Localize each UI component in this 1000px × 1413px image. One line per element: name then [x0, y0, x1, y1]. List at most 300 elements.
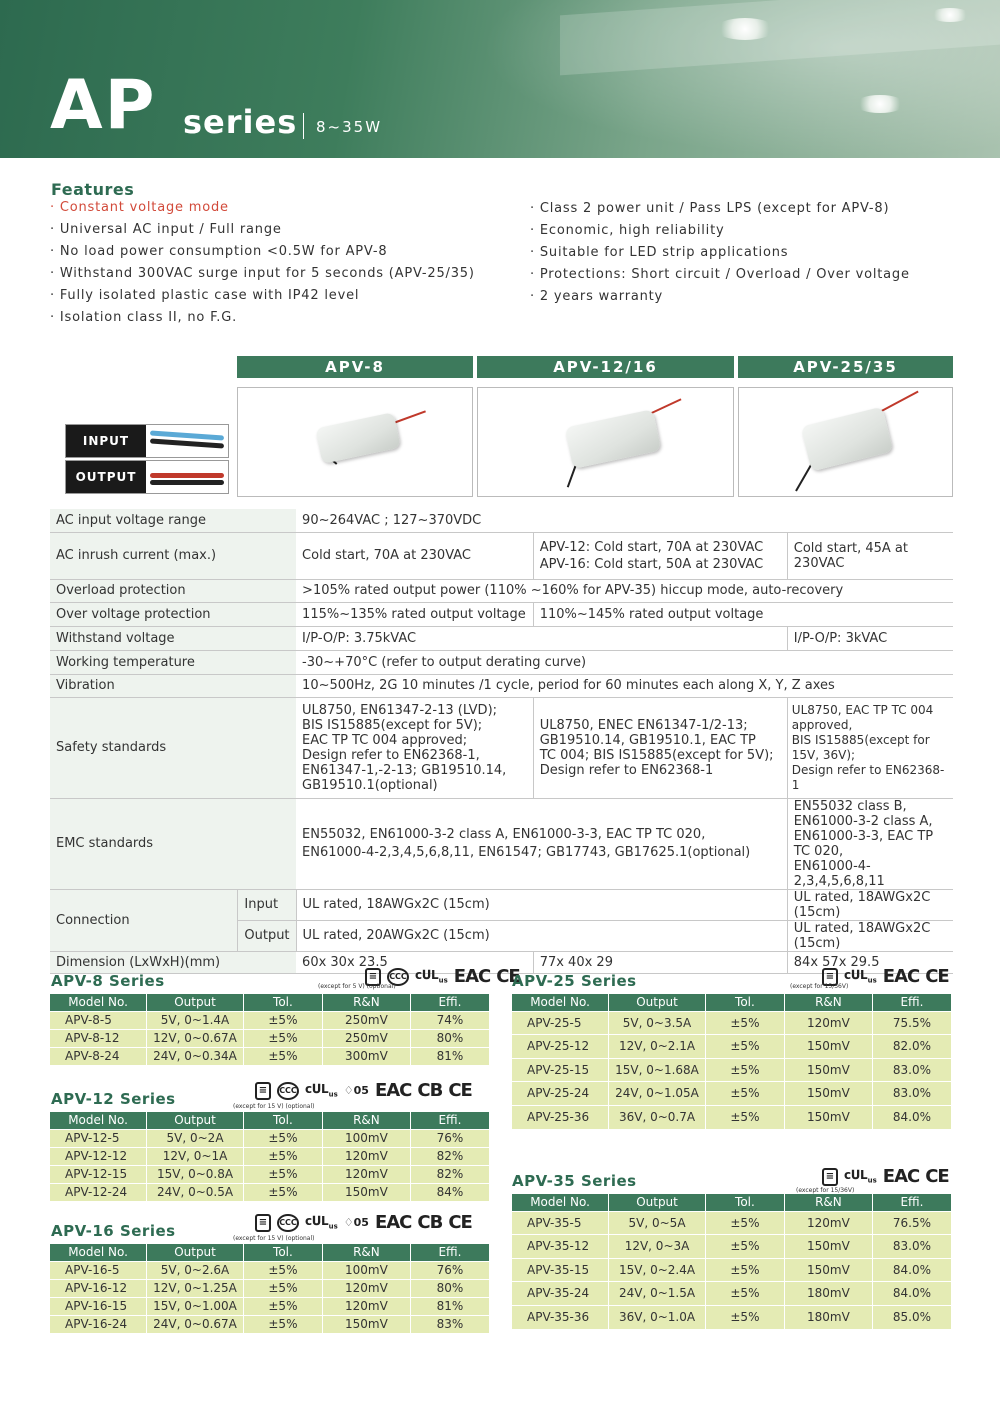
table-cell: APV-16-5 — [50, 1261, 147, 1279]
table-cell: 180mV — [784, 1282, 872, 1306]
table-cell: 5V, 0~2.6A — [147, 1261, 244, 1279]
table-row — [50, 1279, 490, 1297]
column-header: Output — [609, 1194, 706, 1211]
model-table — [50, 1112, 490, 1201]
spec-line: EN61000-4-2,3,4,5,6,8,11 — [793, 858, 885, 889]
table-cell: 76.5% — [872, 1211, 951, 1235]
ul-icon: c𝐔L$_{us}$ — [305, 1082, 338, 1099]
table-cell: APV-25-5 — [512, 1011, 609, 1035]
bis-icon: ≡ — [255, 1214, 271, 1232]
table-row — [512, 1035, 952, 1059]
spec-label: AC input voltage range — [50, 509, 296, 532]
table-cell: 120mV — [784, 1211, 872, 1235]
spec-row — [50, 602, 953, 626]
input-wire-black — [150, 438, 224, 448]
spec-line: EN61000-3-2 class A, — [793, 813, 933, 829]
table-cell: 250mV — [322, 1029, 410, 1047]
table-cell: 100mV — [322, 1261, 410, 1279]
table-cell: 120mV — [322, 1297, 410, 1315]
column-header: Effi. — [872, 1194, 951, 1211]
certification-note: (except for 15/36V) — [796, 1187, 855, 1194]
table-cell: ±5% — [705, 1235, 784, 1259]
series-title: APV-25 Series — [512, 972, 637, 990]
spec-value — [296, 798, 787, 889]
input-wire-legend — [65, 424, 229, 458]
feature-item: · Economic, high reliability — [530, 223, 725, 238]
certification-marks — [255, 1212, 472, 1233]
table-row — [50, 1183, 490, 1201]
spec-line: EAC TP TC 004 approved; — [302, 732, 468, 748]
model-table — [50, 994, 490, 1065]
table-row — [50, 1147, 490, 1165]
table-row — [50, 1297, 490, 1315]
feature-item: · Universal AC input / Full range — [50, 222, 282, 237]
table-cell: ±5% — [243, 1147, 322, 1165]
spec-line: GB19510.14, GB19510.1, EAC TP — [539, 732, 756, 748]
feature-item: · Protections: Short circuit / Overload / Over voltage — [530, 267, 910, 282]
certification-marks — [255, 1080, 472, 1101]
spec-value: UL rated, 20AWGx2C (15cm) — [296, 920, 787, 951]
ce-mark-icon: CE — [925, 966, 949, 987]
spec-sublabel: Output — [238, 920, 296, 951]
spec-line: EN61000-4-2,3,4,5,6,8,11, EN61547; GB17743, GB17625.1(optional) — [302, 845, 751, 860]
spec-value: 110%~145% rated output voltage — [533, 602, 953, 626]
table-cell: 120mV — [322, 1165, 410, 1183]
column-header: Tol. — [243, 994, 322, 1011]
bis-icon: ≡ — [822, 968, 838, 986]
table-cell: 150mV — [784, 1105, 872, 1129]
table-row — [50, 1129, 490, 1147]
spec-value: Cold start, 45A at 230VAC — [787, 532, 953, 579]
bis-icon: ≡ — [822, 1168, 838, 1186]
spec-line: EN61347-1,-2-13; GB19510.14, — [302, 762, 507, 778]
ul-icon: c𝐔L$_{us}$ — [844, 968, 877, 985]
table-cell: 82.0% — [872, 1035, 951, 1059]
table-cell: 15V, 0~1.68A — [609, 1058, 706, 1082]
product-photo-apv12-16 — [477, 387, 734, 497]
column-header: Output — [147, 994, 244, 1011]
power-supply-unit — [315, 412, 401, 464]
table-cell: 150mV — [784, 1258, 872, 1282]
spec-line: Design refer to EN62368-1 — [791, 762, 945, 792]
table-row — [512, 1282, 952, 1306]
ccc-icon: CCC — [277, 1214, 299, 1232]
table-cell: 5V, 0~1.4A — [147, 1011, 244, 1029]
table-cell: 80% — [410, 1029, 489, 1047]
table-cell: 76% — [410, 1129, 489, 1147]
table-cell: ±5% — [705, 1058, 784, 1082]
table-cell: 150mV — [322, 1315, 410, 1333]
cb-mark-icon: CB — [417, 1080, 443, 1101]
table-cell: 24V, 0~1.05A — [609, 1082, 706, 1106]
table-cell: APV-35-5 — [512, 1211, 609, 1235]
column-header: Effi. — [410, 994, 489, 1011]
table-cell: APV-35-36 — [512, 1305, 609, 1329]
series-title: APV-16 Series — [51, 1222, 176, 1240]
table-cell: APV-12-24 — [50, 1183, 147, 1201]
table-cell: APV-8-5 — [50, 1011, 147, 1029]
column-header: Model No. — [512, 994, 609, 1011]
column-header: Effi. — [872, 994, 951, 1011]
table-cell: 12V, 0~0.67A — [147, 1029, 244, 1047]
table-row — [50, 1029, 490, 1047]
table-cell: APV-12-12 — [50, 1147, 147, 1165]
table-cell: ±5% — [705, 1011, 784, 1035]
spec-value: I/P-O/P: 3.75kVAC — [296, 626, 787, 650]
table-cell: 84.0% — [872, 1282, 951, 1306]
table-cell: 76% — [410, 1261, 489, 1279]
model-table-header — [50, 1112, 490, 1129]
table-row — [512, 1305, 952, 1329]
enec-icon: ♢05 — [343, 1084, 369, 1097]
spec-label: Overload protection — [50, 579, 296, 602]
spec-label: AC inrush current (max.) — [50, 532, 296, 579]
spec-row — [50, 509, 953, 532]
ce-mark-icon: CE — [448, 1212, 472, 1233]
table-row — [512, 1258, 952, 1282]
ceiling-lamp — [930, 8, 970, 22]
table-row — [512, 1058, 952, 1082]
certification-note: (except for 15 V) (optional) — [233, 1103, 315, 1110]
table-cell: 36V, 0~0.7A — [609, 1105, 706, 1129]
spec-label: Over voltage protection — [50, 602, 296, 626]
table-cell: 81% — [410, 1297, 489, 1315]
table-cell: 150mV — [322, 1183, 410, 1201]
table-cell: 300mV — [322, 1047, 410, 1065]
spec-line: BIS IS15885(except for 15V, 36V); — [791, 732, 930, 762]
spec-line: Design refer to EN62368-1, — [302, 747, 480, 763]
table-cell: 84% — [410, 1183, 489, 1201]
eac-mark-icon: EAC — [374, 1080, 412, 1101]
spec-row — [50, 697, 953, 798]
header-banner — [0, 0, 1000, 158]
table-cell: 84.0% — [872, 1105, 951, 1129]
ul-icon: c𝐔L$_{us}$ — [305, 1214, 338, 1231]
spec-value: 77x 40x 29 — [533, 951, 787, 973]
table-row — [512, 1211, 952, 1235]
spec-value: UL rated, 18AWGx2C (15cm) — [787, 920, 953, 951]
column-header: R&N — [322, 1244, 410, 1261]
model-table-header — [50, 994, 490, 1011]
spec-value — [296, 697, 533, 798]
column-header: R&N — [784, 1194, 872, 1211]
spec-sublabel: Input — [238, 889, 296, 920]
table-cell: ±5% — [705, 1305, 784, 1329]
table-cell: 84.0% — [872, 1258, 951, 1282]
table-cell: 24V, 0~0.67A — [147, 1315, 244, 1333]
spec-value: -30~+70°C (refer to output derating curve) — [296, 650, 953, 674]
spec-row — [50, 798, 953, 889]
column-header-apv25-35: APV-25/35 — [738, 356, 953, 378]
ce-mark-icon: CE — [448, 1080, 472, 1101]
table-cell: 85.0% — [872, 1305, 951, 1329]
power-range: 8~35W — [316, 118, 383, 136]
table-cell: 83.0% — [872, 1235, 951, 1259]
output-wire-red — [150, 473, 224, 478]
spec-line: BIS IS15885(except for 5V); — [302, 717, 483, 733]
table-row — [50, 1011, 490, 1029]
spec-line: UL8750, EN61347-2-13 (LVD); — [302, 702, 498, 718]
feature-item: · Suitable for LED strip applications — [530, 245, 789, 260]
output-wire-black — [150, 480, 224, 485]
column-header-apv12-16: APV-12/16 — [477, 356, 734, 378]
table-row — [512, 1105, 952, 1129]
spec-value: Cold start, 70A at 230VAC — [296, 532, 533, 579]
series-word: series — [183, 103, 298, 141]
spec-row — [50, 889, 953, 920]
table-cell: APV-25-24 — [512, 1082, 609, 1106]
column-header: Output — [609, 994, 706, 1011]
enec-icon: ♢05 — [343, 1216, 369, 1229]
model-table-header — [512, 1194, 952, 1211]
eac-mark-icon: EAC — [882, 1166, 920, 1187]
table-cell: 5V, 0~5A — [609, 1211, 706, 1235]
ul-icon: c𝐔L$_{us}$ — [415, 968, 448, 985]
table-row — [512, 1082, 952, 1106]
table-cell: 83% — [410, 1315, 489, 1333]
spec-row — [50, 579, 953, 602]
table-cell: ±5% — [705, 1282, 784, 1306]
output-wire-legend — [65, 460, 229, 494]
table-cell: ±5% — [243, 1029, 322, 1047]
model-table — [512, 994, 952, 1129]
spec-label: Dimension (LxWxH)(mm) — [50, 951, 296, 973]
series-title: APV-12 Series — [51, 1090, 176, 1108]
table-cell: 36V, 0~1.0A — [609, 1305, 706, 1329]
table-cell: ±5% — [243, 1261, 322, 1279]
column-header: Output — [147, 1112, 244, 1129]
spec-row — [50, 626, 953, 650]
spec-value: >105% rated output power (110% ~160% for APV-35) hiccup mode, auto-recovery — [296, 579, 953, 602]
spec-label: Vibration — [50, 674, 296, 697]
spec-line: EN55032 class B, — [793, 798, 907, 814]
spec-label: Safety standards — [50, 697, 296, 798]
column-header: Effi. — [410, 1244, 489, 1261]
table-cell: ±5% — [243, 1315, 322, 1333]
ul-icon: c𝐔L$_{us}$ — [844, 1168, 877, 1185]
spec-label: EMC standards — [50, 798, 296, 889]
bis-icon: ≡ — [365, 968, 381, 986]
feature-item: · Withstand 300VAC surge input for 5 seconds (APV-25/35) — [50, 266, 475, 281]
certification-note: (except for 5 V) (optional) — [318, 983, 396, 990]
table-cell: ±5% — [705, 1105, 784, 1129]
table-cell: 24V, 0~1.5A — [609, 1282, 706, 1306]
product-photo-apv25-35 — [738, 387, 953, 497]
spec-value — [533, 697, 787, 798]
column-header: Model No. — [50, 1112, 147, 1129]
table-cell: APV-35-12 — [512, 1235, 609, 1259]
table-cell: ±5% — [705, 1035, 784, 1059]
spec-row — [50, 650, 953, 674]
feature-item: · No load power consumption <0.5W for APV-8 — [50, 244, 388, 259]
feature-item: · Isolation class II, no F.G. — [50, 310, 238, 325]
column-header: Tol. — [705, 1194, 784, 1211]
table-cell: ±5% — [705, 1211, 784, 1235]
model-table-header — [50, 1244, 490, 1261]
column-header-apv8: APV-8 — [237, 356, 473, 378]
spec-value — [787, 798, 953, 889]
ceiling-lamp — [715, 18, 775, 40]
feature-item: · Constant voltage mode — [50, 200, 229, 215]
table-cell: ±5% — [243, 1279, 322, 1297]
column-header: Model No. — [50, 1244, 147, 1261]
table-cell: ±5% — [705, 1082, 784, 1106]
table-cell: 120mV — [784, 1011, 872, 1035]
input-label: INPUT — [66, 425, 146, 457]
column-header: R&N — [322, 994, 410, 1011]
table-cell: ±5% — [705, 1258, 784, 1282]
bis-icon: ≡ — [255, 1082, 271, 1100]
table-cell: ±5% — [243, 1129, 322, 1147]
spec-label: Connection — [50, 889, 238, 951]
spec-table — [50, 509, 953, 974]
table-cell: 12V, 0~2.1A — [609, 1035, 706, 1059]
ccc-icon: CCC — [277, 1082, 299, 1100]
table-row — [512, 1011, 952, 1035]
table-cell: 83.0% — [872, 1058, 951, 1082]
certification-note: (except for 15/36V) — [790, 983, 849, 990]
table-row — [50, 1261, 490, 1279]
table-cell: 82% — [410, 1165, 489, 1183]
eac-mark-icon: EAC — [882, 966, 920, 987]
table-cell: 24V, 0~0.34A — [147, 1047, 244, 1065]
model-table-header — [512, 994, 952, 1011]
spec-line: GB19510.1(optional) — [302, 777, 438, 793]
table-cell: 250mV — [322, 1011, 410, 1029]
table-cell: 24V, 0~0.5A — [147, 1183, 244, 1201]
spec-value — [533, 532, 787, 579]
wire-black — [795, 465, 812, 492]
series-title: APV-35 Series — [512, 1172, 637, 1190]
table-cell: 15V, 0~2.4A — [609, 1258, 706, 1282]
table-cell: 150mV — [784, 1082, 872, 1106]
series-title: APV-8 Series — [51, 972, 165, 990]
table-cell: 150mV — [784, 1235, 872, 1259]
table-cell: APV-35-15 — [512, 1258, 609, 1282]
output-label: OUTPUT — [66, 461, 146, 493]
title-divider — [303, 113, 304, 139]
certification-marks — [822, 1166, 949, 1187]
eac-mark-icon: EAC — [453, 966, 491, 987]
table-cell: ±5% — [243, 1183, 322, 1201]
spec-row — [50, 532, 953, 579]
ce-mark-icon: CE — [925, 1166, 949, 1187]
table-cell: 83.0% — [872, 1082, 951, 1106]
spec-line: TC 004; BIS IS15885(except for 5V); — [539, 747, 774, 763]
table-cell: 100mV — [322, 1129, 410, 1147]
column-header: Tol. — [243, 1244, 322, 1261]
model-table — [50, 1244, 490, 1333]
power-supply-unit — [565, 409, 662, 469]
spec-row — [50, 674, 953, 697]
spec-line: EN55032, EN61000-3-2 class A, EN61000-3-3, EAC TP TC 020, — [302, 827, 706, 842]
table-cell: 81% — [410, 1047, 489, 1065]
table-cell: APV-12-15 — [50, 1165, 147, 1183]
spec-line: APV-12: Cold start, 70A at 230VAC — [539, 539, 764, 555]
table-cell: 120mV — [322, 1279, 410, 1297]
table-cell: 74% — [410, 1011, 489, 1029]
table-row — [50, 1315, 490, 1333]
table-cell: APV-16-15 — [50, 1297, 147, 1315]
column-header: R&N — [784, 994, 872, 1011]
table-cell: APV-16-12 — [50, 1279, 147, 1297]
table-cell: APV-25-12 — [512, 1035, 609, 1059]
spec-line: APV-16: Cold start, 50A at 230VAC — [539, 556, 764, 572]
table-cell: 15V, 0~0.8A — [147, 1165, 244, 1183]
table-cell: APV-35-24 — [512, 1282, 609, 1306]
cb-mark-icon: CB — [417, 1212, 443, 1233]
spec-value: 90~264VAC ; 127~370VDC — [296, 509, 953, 532]
table-row — [50, 1165, 490, 1183]
table-cell: 75.5% — [872, 1011, 951, 1035]
table-cell: APV-8-12 — [50, 1029, 147, 1047]
feature-item: · 2 years warranty — [530, 289, 664, 304]
feature-item: · Fully isolated plastic case with IP42 level — [50, 288, 360, 303]
table-cell: APV-16-24 — [50, 1315, 147, 1333]
column-header: Model No. — [512, 1194, 609, 1211]
table-cell: 150mV — [784, 1035, 872, 1059]
table-cell: 12V, 0~1.25A — [147, 1279, 244, 1297]
product-photo-apv8 — [237, 387, 473, 497]
spec-value: I/P-O/P: 3kVAC — [787, 626, 953, 650]
column-header: Model No. — [50, 994, 147, 1011]
table-cell: 180mV — [784, 1305, 872, 1329]
table-cell: 5V, 0~2A — [147, 1129, 244, 1147]
table-cell: ±5% — [243, 1047, 322, 1065]
features-title: Features — [51, 180, 135, 199]
column-header: Effi. — [410, 1112, 489, 1129]
table-cell: APV-25-15 — [512, 1058, 609, 1082]
table-cell: 12V, 0~3A — [609, 1235, 706, 1259]
spec-line: EN61000-3-3, EAC TP TC 020, — [793, 828, 934, 859]
column-header: R&N — [322, 1112, 410, 1129]
spec-label: Withstand voltage — [50, 626, 296, 650]
table-cell: ±5% — [243, 1165, 322, 1183]
table-row — [512, 1235, 952, 1259]
spec-line: Design refer to EN62368-1 — [539, 762, 714, 778]
column-header: Output — [147, 1244, 244, 1261]
power-supply-unit — [801, 407, 894, 472]
model-table — [512, 1194, 952, 1329]
spec-value: UL rated, 18AWGx2C (15cm) — [787, 889, 953, 920]
spec-label: Working temperature — [50, 650, 296, 674]
table-cell: 5V, 0~3.5A — [609, 1011, 706, 1035]
spec-line: UL8750, EAC TP TC 004 approved, — [791, 702, 934, 732]
table-cell: APV-12-5 — [50, 1129, 147, 1147]
table-cell: 150mV — [784, 1058, 872, 1082]
spec-line: UL8750, ENEC EN61347-1/2-13; — [539, 717, 748, 733]
spec-value: 115%~135% rated output voltage — [296, 602, 533, 626]
spec-value: 84x 57x 29.5 — [787, 951, 953, 973]
table-cell: 82% — [410, 1147, 489, 1165]
column-header: Tol. — [243, 1112, 322, 1129]
table-cell: APV-8-24 — [50, 1047, 147, 1065]
table-cell: 12V, 0~1A — [147, 1147, 244, 1165]
spec-value — [787, 697, 953, 798]
table-cell: 15V, 0~1.00A — [147, 1297, 244, 1315]
eac-mark-icon: EAC — [374, 1212, 412, 1233]
table-cell: 80% — [410, 1279, 489, 1297]
spec-value: 60x 30x 23.5 — [296, 951, 533, 973]
table-cell: ±5% — [243, 1011, 322, 1029]
table-cell: 120mV — [322, 1147, 410, 1165]
table-cell: APV-25-36 — [512, 1105, 609, 1129]
feature-item: · Class 2 power unit / Pass LPS (except for APV-8) — [530, 201, 890, 216]
table-row — [50, 1047, 490, 1065]
spec-value: 10~500Hz, 2G 10 minutes /1 cycle, period for 60 minutes each along X, Y, Z axes — [296, 674, 953, 697]
ce-mark-icon: CE — [496, 966, 520, 987]
certification-note: (except for 15 V) (optional) — [233, 1235, 315, 1242]
